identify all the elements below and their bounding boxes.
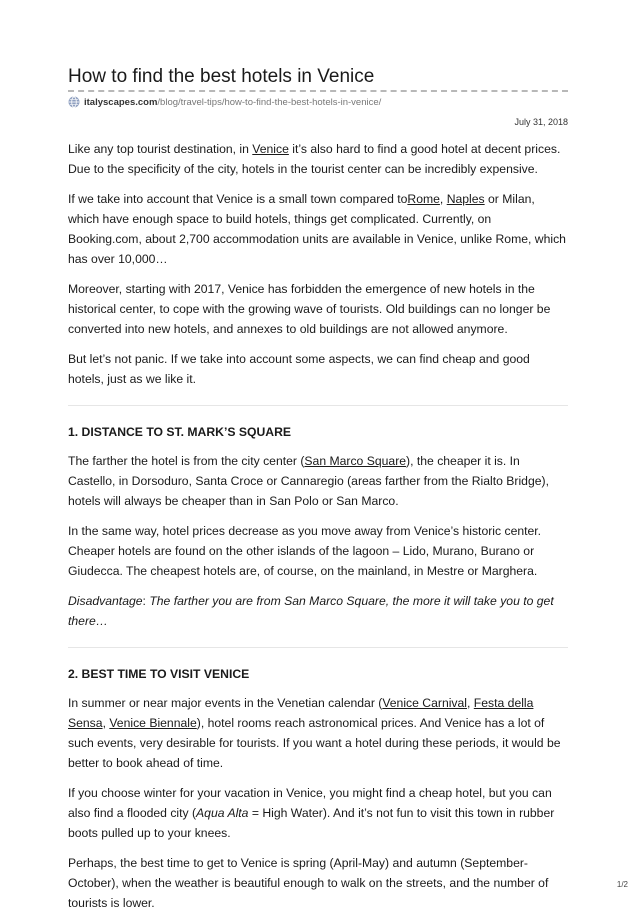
san-marco-link[interactable]: San Marco Square — [304, 454, 407, 468]
venice-link[interactable]: Venice — [252, 142, 289, 156]
festa-della-sensa-link[interactable]: Festa della Sensa — [68, 696, 534, 730]
intro-paragraph-3: Moreover, starting with 2017, Venice has forbidden the emergence of new hotels in the historical center, to cope with the growing wave of tourists. Old buildings can no longer be converted into new hotels, and annexes to old buildings are not allowed anymore. — [68, 282, 551, 336]
section-1-paragraph-2: In the same way, hotel prices decrease as you move away from Venice’s historic center. Cheaper hotels are found on the other islands of the lagoon – Lido, Murano, Burano or Giudecca. The cheapest hotels are, of course, on the mainland, in Mestre or Marghera. — [68, 524, 542, 578]
source-host[interactable]: italyscapes.com — [84, 96, 158, 108]
venice-carnival-link[interactable]: Venice Carnival — [382, 696, 468, 710]
intro-paragraph-2: If we take into account that Venice is a small town compared toRome, Naples or Milan, which have enough space to build hotels, things get complicated. Currently, on Booking.com, about 2,700 accommodation units are available in Venice, unlike Rome, which has over 10,000… — [68, 192, 566, 266]
venice-biennale-link[interactable]: Venice Biennale — [109, 716, 197, 730]
source-path[interactable]: /blog/travel-tips/how-to-find-the-best-hotels-in-venice/ — [157, 96, 382, 108]
page-title: How to find the best hotels in Venice — [68, 66, 375, 87]
rome-link[interactable]: Rome — [407, 192, 440, 206]
section-2-paragraph-3: Perhaps, the best time to get to Venice is spring (April-May) and autumn (September-October), when the weather is beautiful enough to walk on the streets, and the number of tourists is lower. — [68, 856, 549, 910]
section-divider — [68, 405, 568, 406]
naples-link[interactable]: Naples — [446, 192, 485, 206]
section-1-paragraph-3: Disadvantage: The farther you are from San Marco Square, the more it will take you to get there… — [68, 594, 554, 628]
section-2-paragraph-2: If you choose winter for your vacation in Venice, you might find a cheap hotel, but you can also find a flooded city (Aqua Alta = High Water). And it’s not fun to visit this town in rubber boots pulled up to your knees. — [68, 786, 555, 840]
source-line — [68, 95, 381, 109]
publish-date: July 31, 2018 — [514, 117, 568, 127]
section-2-paragraph-1: In summer or near major events in the Venetian calendar (Venice Carnival, Festa della Sensa, Venice Biennale), hotel rooms reach astronomical prices. And Venice has a lot of such events, very desirable for tourists. If you want a hotel during these periods, it would be better to book ahead of time. — [68, 696, 561, 770]
intro-paragraph-1: Like any top tourist destination, in Venice it’s also hard to find a good hotel at decent prices. Due to the specificity of the city, hotels in the tourist center can be incredibly expensive. — [68, 142, 561, 176]
title-divider — [68, 90, 568, 92]
section-divider — [68, 647, 568, 648]
section-1-heading: 1. DISTANCE TO ST. MARK’S SQUARE — [68, 425, 292, 439]
article-body — [68, 139, 568, 923]
section-2-heading: 2. BEST TIME TO VISIT VENICE — [68, 667, 250, 681]
globe-icon — [68, 96, 80, 108]
page-number: 1/2 — [616, 880, 628, 889]
intro-paragraph-4: But let’s not panic. If we take into account some aspects, we can find cheap and good hotels, just as we like it. — [68, 352, 530, 386]
section-1-paragraph-1: The farther the hotel is from the city center (San Marco Square), the cheaper it is. In Castello, in Dorsoduro, Santa Croce or Cannaregio (areas farther from the Rialto Bridge), hotels will always be cheaper than in San Polo or San Marco. — [68, 454, 549, 508]
